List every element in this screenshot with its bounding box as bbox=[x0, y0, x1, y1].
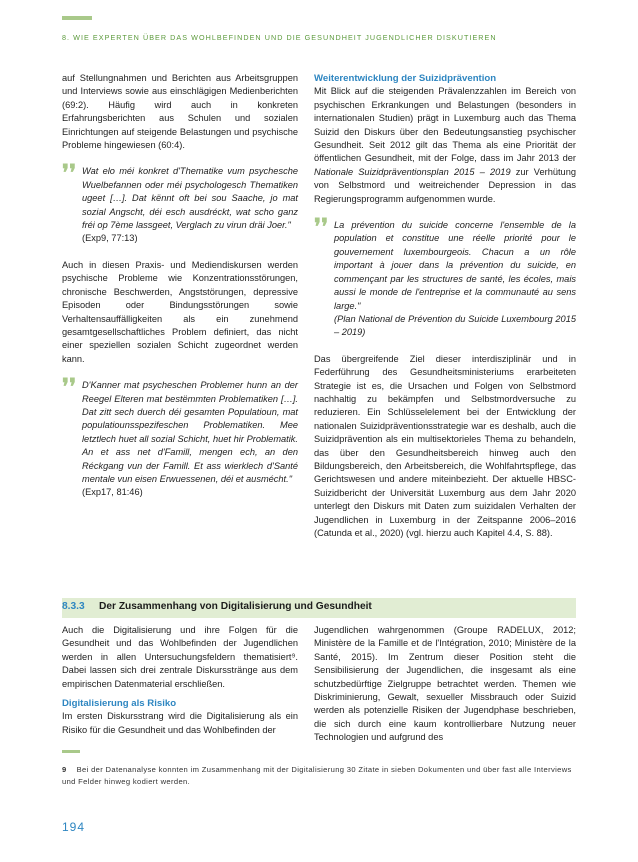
section-number: 8.3.3 bbox=[62, 601, 85, 612]
left-paragraph-2: Auch in diesen Praxis- und Mediendiskursen werden psychische Probleme wie Konzentrationsstörungen, chronische Beschwerden, Angststörungen, depressive Episoden oder Bindungsstörungen sowie Verhaltensauffälligkeiten als ein zunehmend gesamtgesellschaftliches Problem definiert, das nicht einer speziellen sozialen Schicht zugeordnet werden kann. bbox=[62, 259, 298, 364]
bottom-right-column bbox=[314, 624, 576, 745]
footnote-number: 9 bbox=[62, 765, 67, 774]
right-paragraph-1: Mit Blick auf die steigenden Prävalenzzahlen im Bereich von psychischen Erkrankungen und Belastungen (besonders in internationalen Studien) prägt in Luxemburg auch das Thema Suizid den Diskurs über den Bedeutungsanstieg psychischer Gesundheit. Seit 2012 gilt das Thema als eine Priorität der öffentlichen Gesundheit, mit der Folge, dass im Jahr 2013 der Nationale Suizidpräventionsplan 2015 – 2019 zur Verhütung von Selbstmord und weitreichender Depression in das Regierungsprogramm aufgenommen wurde. bbox=[314, 86, 576, 204]
page-number: 194 bbox=[62, 820, 86, 834]
running-head: 8. WIE EXPERTEN ÜBER DAS WOHLBEFINDEN UND DIE GESUNDHEIT JUGENDLICHER DISKUTIEREN bbox=[62, 33, 497, 42]
quote-source-2: (Exp17, 81:46) bbox=[82, 487, 143, 498]
footnote-rule bbox=[62, 750, 80, 753]
footnote-text: Bei der Datenanalyse konnten im Zusammenhang mit der Digitalisierung 30 Zitate in sieben Dokumenten und über fast alle Interviews und Felder hinweg kodiert werden. bbox=[62, 765, 572, 786]
quote-text-3: La prévention du suicide concerne l'ensemble de la population et constitue une réelle priorité pour le gouvernement luxembourgeois. Chacun a un rôle important à jouer dans la prévention du suicide, en commençant par les structures de santé, les écoles, mais aussi le monde de l'entreprise et la communauté au sens large." bbox=[334, 220, 576, 311]
left-paragraph-1: auf Stellungnahmen und Berichten aus Arbeitsgruppen und Interviews sowie aus einschlägigen Medienberichten (69:2). Häufig wird auch in konkreten Erfahrungsberichten aus Schulen und sozialen Einrichtungen auf steigende Belastungen und psychische Probleme hingewiesen (60:4). bbox=[62, 73, 298, 151]
bottom-left-paragraph-1: Auch die Digitalisierung und ihre Folgen für die Gesundheit und das Wohlbefinden der Jugendlichen werden in allen Untersuchungsfeldern thematisiert⁹. Dabei lassen sich drei zentrale Diskursstränge aus dem empirischen Datenmaterial erschließen. bbox=[62, 625, 298, 689]
bottom-left-paragraph-2: Im ersten Diskursstrang wird die Digitalisierung als ein Risiko für die Gesundheit und das Wohlbefinden der bbox=[62, 711, 298, 735]
quote-block-2 bbox=[62, 374, 298, 500]
quote-text-1: Wat elo méi konkret d'Thematike vum psychesche Wuelbefannen oder méi psychologesch Thematiken ugeet […]. Dat kënnt oft bei sou Saache, jo mat sozial Angscht, déi esch ausdréckt, wat scho ganz fréi op 7ème lassgeet, Verglach zu virun dräi Joer." bbox=[82, 166, 298, 231]
quote-source-1: (Exp9, 77:13) bbox=[82, 233, 138, 244]
quote-mark-icon: ❜❜ bbox=[62, 374, 77, 401]
right-column bbox=[314, 72, 576, 540]
right-paragraph-2: Das übergreifende Ziel dieser interdisziplinär und in Federführung des Gesundheitsministeriums erarbeiteten Strategie ist es, die Ursachen und Folgen von Selbstmord nachhaltig zu bekämpfen und Selbstmordversuche zu reduzieren. Ein Schlüsselelement bei der Entwicklung der nationalen Suizidpräventionsstrategie war es deshalb, auch die Suizidprävention als ein multisektorieles Thema zu behandeln, das über den Gesundheitsbereich hinweg auch den Bildungsbereich, den Arbeitsbereich, die Wohlfahrtspflege, das Gerichtswesen und andere miteinbezieht. Der aktuelle HBSC- Suizidbericht der Universität Luxemburg aus dem Jahr 2020 unterlegt den Diskurs mit Daten zum suizidalen Verhalten der Jugendlichen in Luxemburg in der Zeitspanne 2006–2016 (Catunda et al., 2020) (vgl. hierzu auch Kapitel 4.4, S. 88). bbox=[314, 353, 576, 538]
quote-text-2: D'Kanner mat psycheschen Problemer hunn an der Reegel Elteren mat bestëmmten Problematiken […]. Dat zitt sech duerch déi gesamten Populatioun, mat populatiounsspezifeschen Problematiken. Mee letztlech huet all sozial Schicht, huet hir Problematik. An et ass net d'Famill, mengen ech, an den Réckgang vun der Famill. Et ass wierklech d'Santé mentale vun eisen Erwuessenen, déi et ausmécht." bbox=[82, 380, 298, 484]
bottom-left-column bbox=[62, 624, 298, 737]
plan-title: Nationale Suizidpräventionsplan 2015 – 2019 bbox=[314, 166, 511, 177]
bottom-right-paragraph-1: Jugendlichen wahrgenommen (Groupe RADELUX, 2012; Ministère de la Famille et de l'Intégration, 2010; Ministère de la Santé, 2015). Im Zentrum dieser Position steht die Sensibilisierung der Jugendlichen, die insgesamt als eine schutzbedürftige Zielgruppe betrachtet werden. Themen wie Diskriminierung, Gewalt, sexueller Missbrauch oder Suizid werden als potenzielle Risiken der Jugendphase beschrieben, die sich durch eine kaum kontrollierbare Nutzung neuer Technologien und aufgrund des bbox=[314, 625, 576, 743]
top-accent-bar bbox=[62, 16, 92, 20]
section-title: Der Zusammenhang von Digitalisierung und Gesundheit bbox=[99, 601, 372, 612]
quote-block-3 bbox=[314, 214, 576, 340]
subheading-digitalisierung-risiko: Digitalisierung als Risiko bbox=[62, 698, 177, 710]
quote-source-3: (Plan National de Prévention du Suicide Luxembourg 2015 – 2019) bbox=[334, 313, 576, 338]
quote-mark-icon: ❜❜ bbox=[62, 160, 77, 187]
quote-block-1 bbox=[62, 160, 298, 245]
subheading-suizidpraevention: Weiterentwicklung der Suizidprävention bbox=[314, 73, 497, 84]
footnote bbox=[62, 764, 576, 787]
left-column bbox=[62, 72, 298, 500]
quote-mark-icon: ❜❜ bbox=[314, 214, 329, 241]
